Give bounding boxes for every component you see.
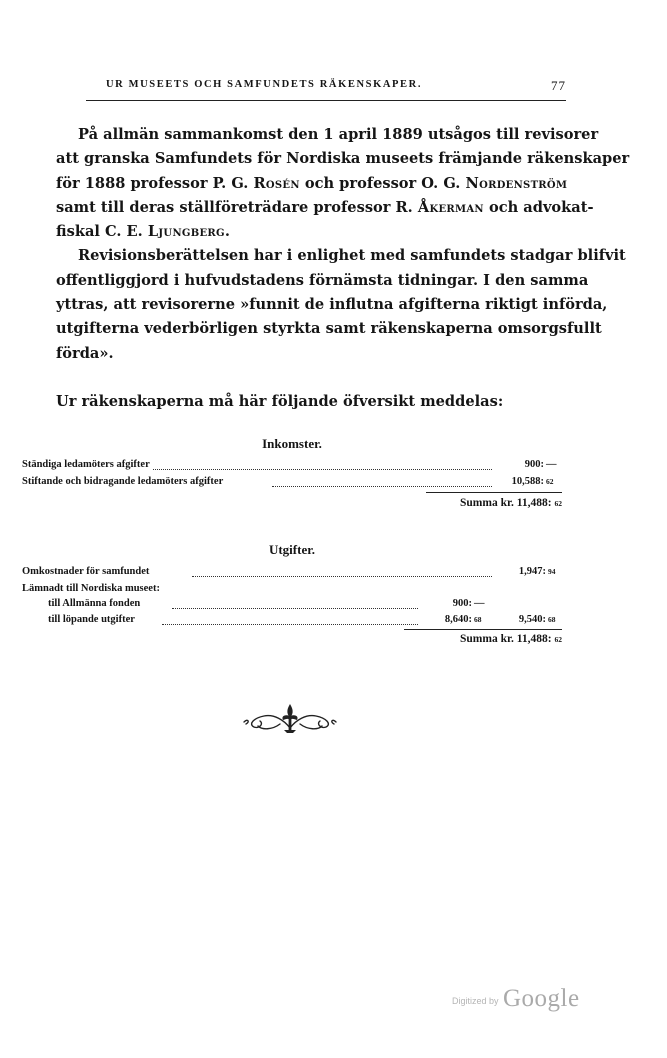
expense-subrow-kr: 900: [418,598,472,609]
income-total [400,497,562,509]
expense-row [22,583,562,598]
expense-total [400,633,562,645]
expense-subrow-ore: 68 [472,614,490,625]
watermark-brand: Google [502,985,580,1012]
expense-subtotal-ore: 68 [546,614,566,625]
digitized-watermark [452,985,580,1013]
expense-subrow-ore: — [472,598,490,609]
expense-row-label: Lämnadt till Nordiska museet: [22,583,160,594]
dot-leader [142,469,502,470]
expense-subtotal-kr: 9,540: [492,614,546,625]
running-title: UR MUSEETS OCH SAMFUNDETS RÄKENSKAPER. [106,79,423,90]
dot-leader [162,624,430,625]
header-rule [86,100,566,101]
ornament-icon [240,700,340,736]
p2-line-3: yttras, att revisorerne »funnit de influtna afgifterna riktigt införda, [56,296,608,314]
dot-leader [192,576,518,577]
body-text [56,123,630,366]
p2-line-4: utgifterna vederbörligen styrkta samt räkenskaperna omsorgsfullt [56,320,602,338]
expense-subrow [22,598,562,613]
income-sum-rule [426,492,562,493]
income-row-ore: 62 [544,476,564,487]
p1-line-1: På allmän sammankomst den 1 april 1889 utsågos till revisorer [78,126,599,143]
income-total-label: Summa kr. [460,497,514,509]
expense-row-kr: 1,947: [492,566,546,577]
accounts-intro: Ur räkenskaperna må här följande öfversikt meddelas: [56,393,504,410]
p1-line-3: för 1888 professor P. G. Rosén och professor O. G. Nordenström [56,174,568,192]
name-rosen: Rosén [253,174,300,192]
income-heading: Inkomster. [262,436,322,451]
expenses-heading: Utgifter. [268,542,316,557]
p2-line-2: offentliggjord i hufvudstadens förnämsta tidningar. I den samma [56,271,589,289]
income-row [22,459,562,474]
p1-line-4: samt till deras ställföreträdare professor R. Åkerman och advokat- [56,198,594,216]
page-number: 77 [551,78,566,93]
expense-row-ore: 94 [546,566,566,577]
income-total-kr: 11,488: [516,497,552,509]
name-akerman: Åkerman [417,198,484,216]
expense-row [22,566,562,581]
income-row-kr: 900: [492,459,544,470]
p2-line-1: Revisionsberättelsen har i enlighet med samfundets stadgar blifvit [78,247,626,265]
income-row-label: Stiftande och bidragande ledamöters afgifter [22,476,224,487]
income-row-label: Ständiga ledamöters afgifter [22,459,150,470]
expense-subrow [22,614,562,629]
name-ljungberg: Ljungberg. [147,223,231,241]
p1-line-5: fiskal C. E. Ljungberg. [56,223,231,241]
name-nordenstrom: Nordenström [465,174,568,192]
income-row-kr: 10,588: [492,476,544,487]
dot-leader [272,486,502,487]
watermark-digitized: Digitized by [452,996,499,1006]
expense-total-kr: 11,488: [516,633,552,645]
p2-line-5: förda». [56,344,114,362]
dot-leader [172,608,432,609]
income-total-ore: 62 [554,499,562,508]
expense-sum-rule [426,629,562,630]
expense-subrow-label: till löpande utgifter [48,614,135,625]
expense-subrow-kr: 8,640: [418,614,472,625]
expense-row-label: Omkostnader för samfundet [22,566,150,577]
running-head [86,78,566,96]
income-row-ore: — [544,459,564,470]
expense-total-label: Summa kr. [460,633,514,645]
expense-subrow-label: till Allmänna fonden [48,598,141,609]
p1-line-2: att granska Samfundets för Nordiska museets främjande räkenskaper [56,150,630,168]
expense-total-ore: 62 [554,635,562,644]
income-row [22,476,562,491]
